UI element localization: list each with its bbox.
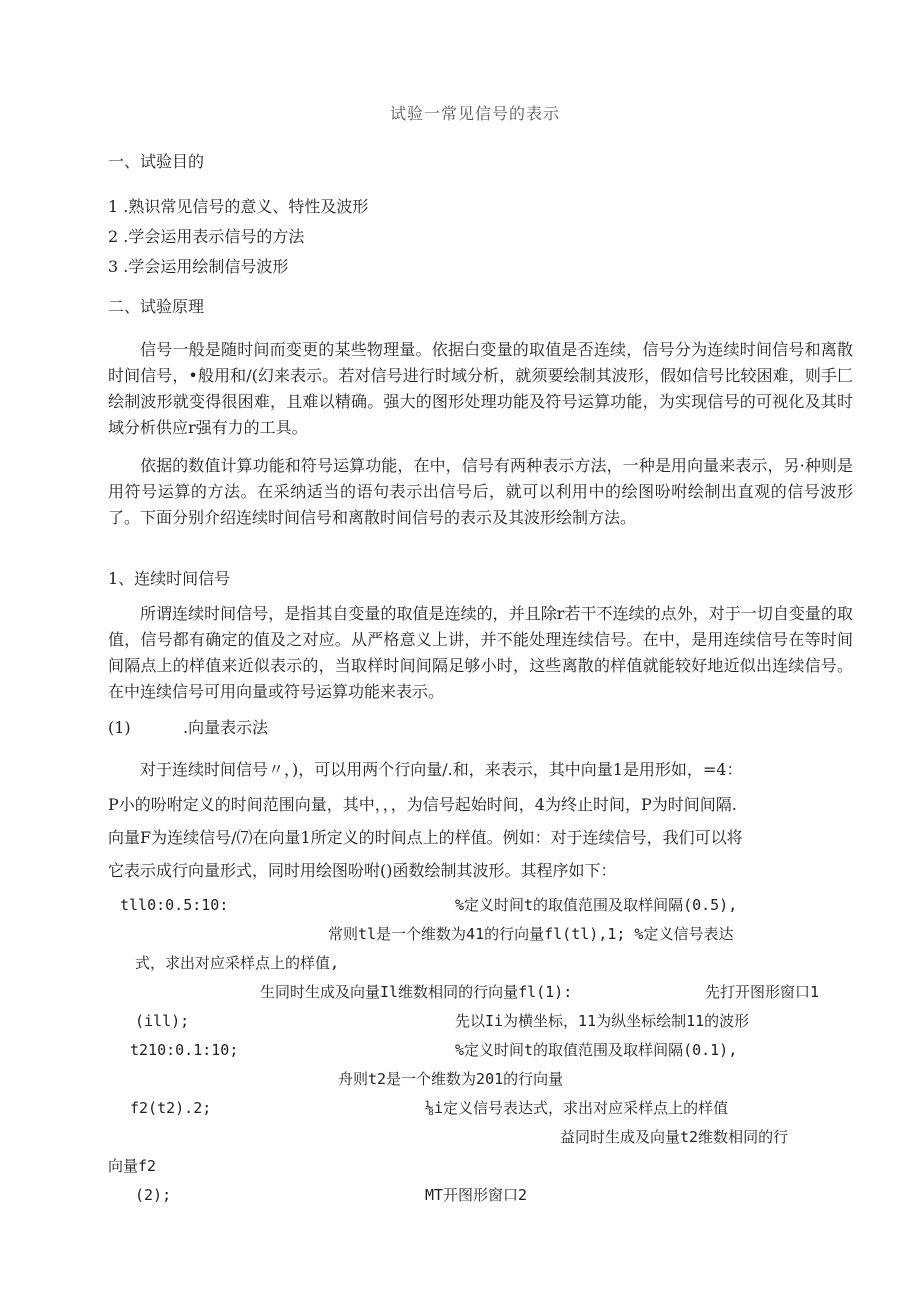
code-comment: %定义时间t的取值范围及取样间隔(0.1), (455, 1041, 738, 1059)
section-heading: 一、试验目的 (108, 152, 205, 171)
list-item: 1 .熟识常见信号的意义、特性及波形 (108, 197, 369, 216)
list-item: 2 .学会运用表示信号的方法 (108, 227, 305, 246)
code-comment: MT开图形窗口2 (425, 1186, 528, 1204)
text-line: 它表示成行向量形式，同时用绘图吩咐()函数绘制其波形。其程序如下： (108, 861, 617, 880)
text-line: 对于连续时间信号〃，)，可以用两个行向量/.和，来表示，其中向量1是用形如，=4： (140, 760, 743, 779)
text-line: P小的吩咐定义的时间范围向量，其中，，，为信号起始时间，4为终止时间，P为时间间隔. (108, 795, 737, 814)
code-line: (2); (135, 1186, 172, 1204)
code-comment: 先以Ii为横坐标，11为纵坐标绘制11的波形 (455, 1012, 750, 1030)
text-line: 向量F为连续信号/⑺在向量1所定义的时间点上的样值。例如：对于连续信号，我们可以将 (108, 828, 743, 847)
code-line: tll0:0.5:10: (120, 896, 229, 914)
code-line: 向量f2 (108, 1157, 157, 1175)
code-line: 生同时生成及向量Il维数相同的行向量fl(1): (260, 983, 573, 1001)
section-heading: 二、试验原理 (108, 297, 205, 316)
page-title: 试验一常见信号的表示 (390, 104, 561, 123)
code-comment: ⅛i定义信号表达式，求出对应采样点上的样值 (425, 1099, 729, 1117)
subsection-heading: .向量表示法 (183, 718, 269, 737)
code-line: 益同时生成及向量t2维数相同的行 (560, 1128, 789, 1146)
list-item: 3 .学会运用绘制信号波形 (108, 257, 289, 276)
paragraph: 所谓连续时间信号，是指其自变量的取值是连续的，并且除r若干不连续的点外，对于一切自变量的取值，信号都有确定的值及之对应。从严格意义上讲，并不能处理连续信号。在中，是用连续信号在等时间间隔点上的样值来近似表示的，当取样时间间隔足够小时，这些离散的样值就能较好地近似出连续信号。在中连续信号可用向量或符号运算功能来表示。 (108, 604, 853, 701)
code-line: f2(t2).2; (130, 1099, 212, 1117)
code-line: t210:0.1:10; (130, 1041, 239, 1059)
code-line: 常则tl是一个维数为41的行向量fl(tl),1; %定义信号表达 (328, 925, 734, 943)
paragraph: 依据的数值计算功能和符号运算功能，在中，信号有两种表示方法，一种是用向量来表示，另·种则是用符号运算的方法。在采纳适当的语句表示出信号后，就可以利用中的绘图吩咐绘制出直观的信号波形了。下面分别介绍连续时间信号和离散时间信号的表示及其波形绘制方法。 (108, 456, 853, 527)
subsection-heading-number: (1) (108, 718, 131, 737)
code-comment: %定义时间t的取值范围及取样间隔(0.5), (455, 896, 738, 914)
code-line: (ill); (135, 1012, 190, 1030)
code-comment: 先打开图形窗口1 (705, 983, 820, 1001)
paragraph: 信号一般是随时间而变更的某些物理量。依据白变量的取值是否连续，信号分为连续时间信号和离散时间信号，•般用和/(幻来表示。若对信号进行时域分析，就须要绘制其波形，假如信号比较困难，则手匚绘制波形就变得很困难，且难以精确。强大的图形处理功能及符号运算功能，为实现信号的可视化及其时域分析供应r强有力的工具。 (108, 340, 853, 437)
subsection-heading: 1、连续时间信号 (108, 569, 231, 588)
code-line: 式，求出对应采样点上的样值, (135, 954, 340, 972)
code-line: 舟则t2是一个维数为201的行向量 (338, 1070, 564, 1088)
